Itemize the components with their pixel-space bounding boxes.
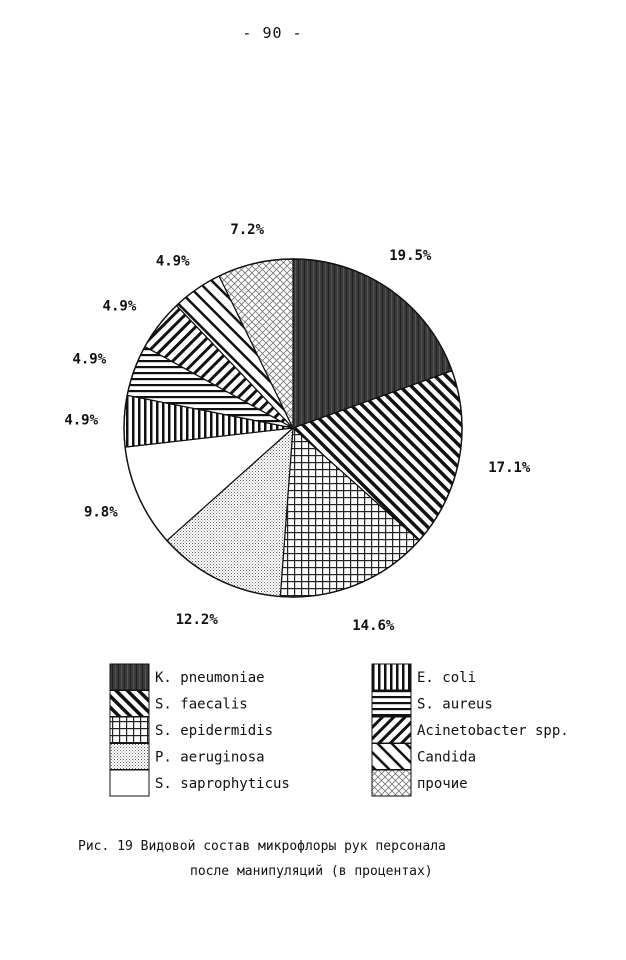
legend-label: прочие (417, 776, 468, 792)
legend-swatch (110, 691, 149, 717)
legend-item (372, 691, 493, 717)
legend-item (110, 664, 265, 690)
legend-item (372, 717, 569, 743)
legend-label: S. aureus (417, 696, 493, 713)
legend-label: Candida (417, 749, 477, 766)
legend-label: K. pneumoniae (155, 670, 265, 686)
slice-value-label: 4.9% (64, 412, 99, 429)
slice-value-label: 12.2% (175, 611, 218, 628)
slice-value-label: 4.9% (102, 298, 137, 315)
legend-label: E. coli (417, 670, 477, 686)
legend-label: Acinetobacter spp. (417, 723, 569, 739)
legend-label: P. aeruginosa (155, 749, 265, 766)
legend-swatch (372, 691, 411, 717)
legend-swatch (372, 664, 411, 690)
caption-line-1: Рис. 19 Видовой состав микрофлоры рук персонала (78, 839, 446, 854)
slice-value-label: 7.2% (230, 222, 265, 239)
slice-value-label: 19.5% (389, 248, 432, 265)
legend-swatch (110, 770, 149, 796)
slice-value-label: 4.9% (155, 253, 190, 270)
legend-label: S. saprophyticus (155, 776, 290, 792)
legend-item (372, 744, 476, 770)
legend-label: S. faecalis (155, 696, 248, 713)
legend-swatch (372, 770, 411, 796)
legend-label: S. epidermidis (155, 723, 274, 739)
legend-item (372, 664, 476, 690)
legend-swatch (372, 744, 411, 770)
figure-caption (0, 834, 560, 884)
slice-value-label: 4.9% (72, 351, 107, 368)
legend-item (110, 744, 265, 770)
slice-value-label: 9.8% (83, 504, 118, 521)
slice-value-label: 14.6% (352, 618, 395, 635)
legend-item (110, 770, 290, 796)
legend-swatch (372, 717, 411, 743)
legend-swatch (110, 744, 149, 770)
legend-swatch (110, 664, 149, 690)
caption-line-2: после манипуляций (в процентах) (190, 864, 433, 879)
slice-value-label: 17.1% (488, 459, 531, 476)
legend-item (110, 691, 248, 717)
legend-item (372, 770, 468, 796)
legend-item (110, 717, 273, 743)
legend-swatch (110, 717, 149, 743)
page-number: - 90 - (242, 24, 303, 42)
